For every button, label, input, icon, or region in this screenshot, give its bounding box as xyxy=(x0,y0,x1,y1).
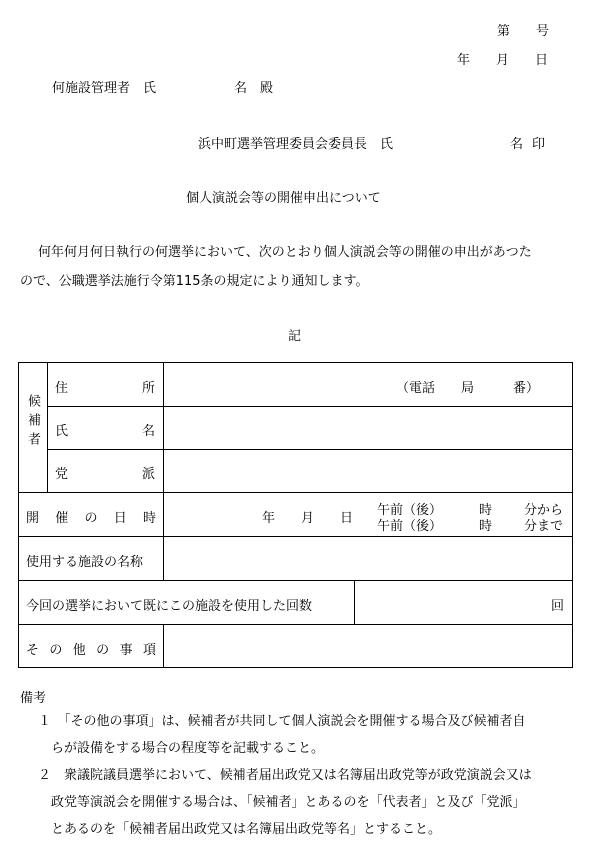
note-2-line-1: ２ 衆議院議員選挙において、候補者届出政党又は名簿届出政党等が政党演説会又は xyxy=(38,768,532,783)
times-unit: 回 xyxy=(551,599,565,614)
am-pm-to: 午前（後） xyxy=(377,519,443,534)
body-line-2: ので、公職選挙法施行令第115条の規定により通知します。 xyxy=(20,274,369,289)
phone-note: （電話 局 番） xyxy=(396,381,540,396)
note-1-line-2: らが設備をする場合の程度等を記載すること。 xyxy=(38,741,325,756)
addressee: 何施設管理者 氏 名 殿 xyxy=(52,81,274,96)
other-label: そ の 他 の 事 項 xyxy=(26,643,156,658)
name-label: 氏 名 xyxy=(55,424,155,439)
datetime-label: 開 催 の 日 時 xyxy=(26,511,156,526)
hour-from: 時 xyxy=(479,503,493,518)
party-label: 党 派 xyxy=(55,467,155,482)
note-1-line-1: １ 「その他の事項」は、候補者が共同して個人演説会を開催する場合及び候補者自 xyxy=(38,714,526,729)
minute-to: 分まで xyxy=(524,519,564,534)
document-date: 年 月 日 xyxy=(457,53,549,68)
document-title: 個人演説会等の開催申出について xyxy=(186,191,381,206)
notes-heading: 備考 xyxy=(20,691,47,706)
note-2-line-3: とあるのを「候補者届出政党又は名簿届出政党等名」とすること。 xyxy=(38,822,442,837)
hour-to: 時 xyxy=(479,519,493,534)
date-fields: 年 月 日 xyxy=(262,511,354,526)
seal-mark: 印 xyxy=(532,137,546,152)
candidate-label: 候補者 xyxy=(25,394,40,451)
times-used-label: 今回の選挙において既にこの施設を使用した回数 xyxy=(26,599,313,614)
facility-label: 使用する施設の名称 xyxy=(26,555,144,570)
am-pm-from: 午前（後） xyxy=(377,503,443,518)
address-label: 住 所 xyxy=(55,381,155,396)
note-2-line-2: 政党等演説会を開催する場合は、「候補者」とあるのを「代表者」と及び「党派」 xyxy=(38,795,526,810)
body-line-1: 何年何月何日執行の何選挙において、次のとおり個人演説会等の開催の申出があつた xyxy=(38,245,532,260)
minute-from: 分から xyxy=(524,503,564,518)
document-number: 第 号 xyxy=(497,24,550,39)
sender: 浜中町選挙管理委員会委員長 氏 名 xyxy=(198,137,524,152)
ki-label: 記 xyxy=(288,329,302,344)
